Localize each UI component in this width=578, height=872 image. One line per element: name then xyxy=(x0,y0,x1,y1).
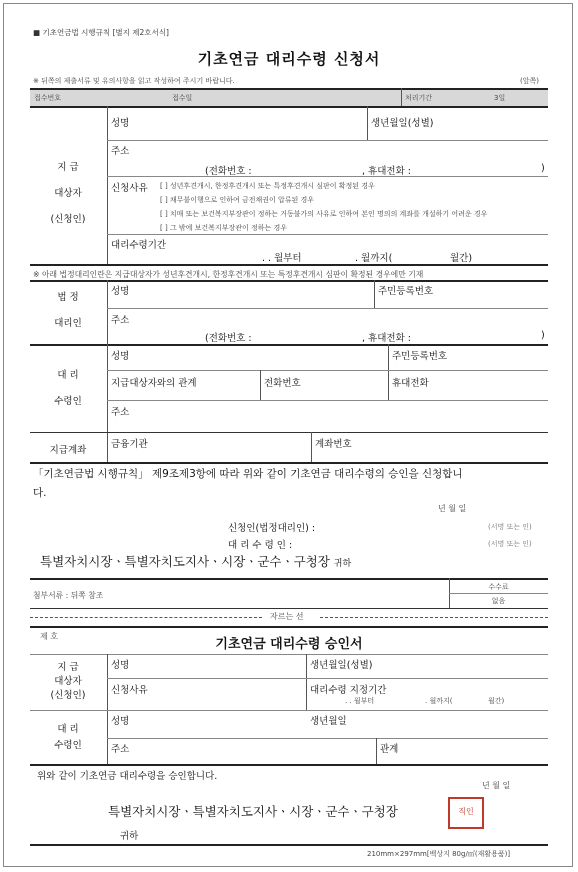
period-from-field[interactable]: . . 월부터 xyxy=(262,253,302,264)
proxy-signer-label: 대 리 수 령 인 : xyxy=(228,540,293,551)
recipient-mobile-field[interactable]: , 휴대전화 : xyxy=(362,166,411,177)
approval-title: 기초연금 대리수령 승인서 xyxy=(215,637,363,652)
attachments-label: 첨부서류 : 뒤쪽 참조 xyxy=(33,591,104,600)
reason-checkbox-2[interactable]: [ ] 채무불이행으로 인하여 금전채권이 압류된 경우 xyxy=(160,196,315,204)
proxy-signature[interactable]: (서명 또는 인) xyxy=(488,540,532,548)
approval-address-field[interactable]: 주소 xyxy=(111,744,130,755)
approval-period-to[interactable]: . 월까지( xyxy=(425,697,453,705)
applicant-signature[interactable]: (서명 또는 인) xyxy=(488,523,532,531)
approval-honorific: 귀하 xyxy=(120,831,139,842)
addressee: 특별자치시장ㆍ특별자치도지사ㆍ시장ㆍ군수ㆍ구청장 귀하 xyxy=(40,554,352,569)
account-number-field[interactable]: 계좌번호 xyxy=(315,439,352,450)
recipient-phone-field[interactable]: (전화번호 : xyxy=(205,166,252,177)
proxy-relation-field[interactable]: 지급대상자와의 관계 xyxy=(111,378,197,389)
receipt-number-label: 접수번호 xyxy=(34,94,62,102)
reason-label: 신청사유 xyxy=(111,183,148,194)
proxy-name-field[interactable]: 성명 xyxy=(111,351,130,362)
reason-checkbox-1[interactable]: [ ] 성년후견개시, 한정후견개시 또는 특정후견개시 심판이 확정된 경우 xyxy=(160,182,375,190)
cut-line-label: 자르는 선 xyxy=(270,612,304,621)
approval-statement: 위와 같이 기초연금 대리수령을 승인합니다. xyxy=(37,771,218,782)
approval-authority: 특별자치시장ㆍ특별자치도지사ㆍ시장ㆍ군수ㆍ구청장 xyxy=(108,804,398,819)
reason-checkbox-4[interactable]: [ ] 그 밖에 보건복지부장관이 정하는 경우 xyxy=(160,224,288,232)
fee-value: 없음 xyxy=(491,597,506,605)
approval-proxy-name-field[interactable]: 성명 xyxy=(111,716,130,727)
reason-checkbox-3[interactable]: [ ] 치매 또는 보건복지부장관이 정하는 거동불가의 사유로 인하여 본인 명의의 계좌를 개설하기 어려운 경우 xyxy=(160,210,488,218)
notice-text: ※ 뒤쪽의 제출서류 및 유의사항을 읽고 작성하여 주시기 바랍니다. xyxy=(33,77,235,85)
applicant-label: 신청인(법정대리인) : xyxy=(228,523,316,534)
legal-representative-note: ※ 아래 법정대리인란은 지급대상자가 성년후견개시, 한정후견개시 또는 특정후견개시 심판이 확정된 경우에만 기재 xyxy=(33,270,424,279)
bank-field[interactable]: 금융기관 xyxy=(111,439,148,450)
period-label: 대리수령기간 xyxy=(111,240,167,251)
processing-period-label: 처리기간 xyxy=(405,94,433,102)
page-title: 기초연금 대리수령 신청서 xyxy=(197,50,381,68)
approval-date[interactable]: 년 월 일 xyxy=(482,781,511,790)
legal-rep-name-field[interactable]: 성명 xyxy=(111,286,130,297)
period-months-field[interactable]: 월간) xyxy=(450,253,473,264)
legal-rep-phone-field[interactable]: (전화번호 : xyxy=(205,333,252,344)
proxy-phone-field[interactable]: 전화번호 xyxy=(264,378,301,389)
legal-rep-address-field[interactable]: 주소 xyxy=(111,315,130,326)
approval-period-label: 대리수령 지정기간 xyxy=(310,685,387,696)
form-reference: ■ 기초연금법 시행규칙 [별지 제2호서식] xyxy=(33,28,169,37)
approval-name-field[interactable]: 성명 xyxy=(111,660,130,671)
legal-rep-section-label: 법 정 대리인 xyxy=(54,292,82,329)
recipient-name-field[interactable]: 성명 xyxy=(111,118,130,129)
approval-number[interactable]: 제 호 xyxy=(40,632,58,641)
approval-birth-field[interactable]: 생년월일(성별) xyxy=(310,660,373,671)
proxy-address-field[interactable]: 주소 xyxy=(111,407,130,418)
declaration-text-cont: 다. xyxy=(33,487,47,499)
recipient-address-field[interactable]: 주소 xyxy=(111,146,130,157)
declaration-date[interactable]: 년 월 일 xyxy=(438,504,467,513)
proxy-mobile-field[interactable]: 휴대전화 xyxy=(392,378,429,389)
approval-proxy-label: 대 리 수령인 xyxy=(54,724,82,751)
approval-proxy-birth-field[interactable]: 생년월일 xyxy=(310,716,347,727)
receipt-date-label: 접수일 xyxy=(172,94,193,102)
approval-reason-field[interactable]: 신청사유 xyxy=(111,685,148,696)
approval-relation-field[interactable]: 관계 xyxy=(380,744,399,755)
proxy-resident-no-field[interactable]: 주민등록번호 xyxy=(392,351,448,362)
proxy-section-label: 대 리 수령인 xyxy=(54,370,82,407)
front-label: (앞쪽) xyxy=(520,77,539,85)
processing-days: 3일 xyxy=(494,94,506,102)
legal-rep-resident-no-field[interactable]: 주민등록번호 xyxy=(378,286,434,297)
official-seal-stamp: 직인 xyxy=(448,797,484,829)
legal-rep-mobile-field[interactable]: , 휴대전화 : xyxy=(362,333,411,344)
fee-label: 수수료 xyxy=(488,583,509,591)
approval-period-from[interactable]: . . 월부터 xyxy=(345,697,375,705)
period-to-field[interactable]: . 월까지( xyxy=(355,253,393,264)
recipient-birth-field[interactable]: 생년월일(성별) xyxy=(371,118,434,129)
account-section-label: 지급계좌 xyxy=(49,445,87,456)
approval-period-months[interactable]: 월간) xyxy=(488,697,505,705)
declaration-text: 「기초연금법 시행규칙」 제9조제3항에 따라 위와 같이 기초연금 대리수령의 승인을 신청합니 xyxy=(33,468,463,480)
approval-recipient-label: 지 급 대상자 (신청인) xyxy=(50,662,86,701)
recipient-section-label: 지 급 대상자 (신청인) xyxy=(50,162,86,225)
receipt-row xyxy=(30,88,548,106)
paper-spec-footer: 210mm×297mm[백상지 80g/㎡(재활용품)] xyxy=(367,850,511,858)
